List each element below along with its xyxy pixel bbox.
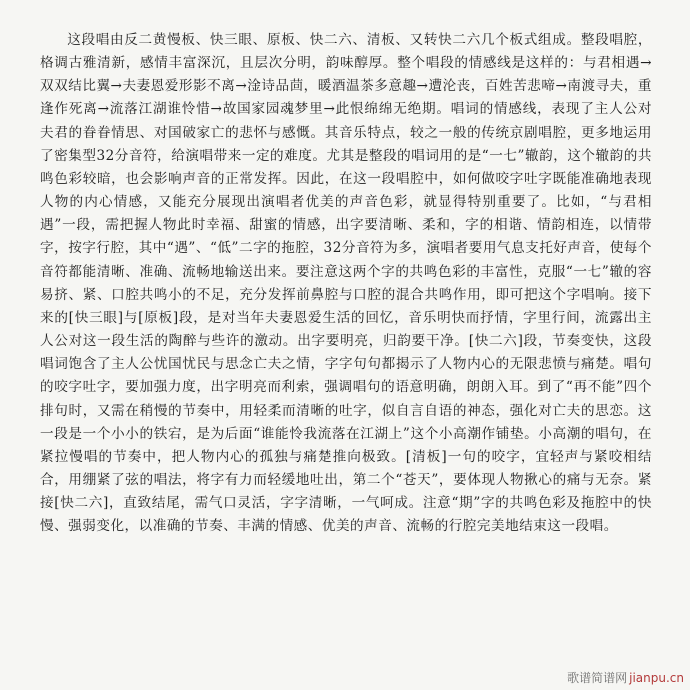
watermark-url: jianpu.cn — [629, 671, 684, 685]
site-watermark — [567, 669, 684, 686]
watermark-site-name: 歌谱简谱网 — [567, 671, 628, 685]
article-body — [40, 29, 652, 538]
article-paragraph: 这段唱由反二黄慢板、快三眼、原板、快二六、清板、又转快二六几个板式组成。整段唱腔，格调古雅清新，感情丰富深沉，且层次分明，韵味醇厚。整个唱段的情感线是这样的：与君相遇→双双结比翼→夫妻恩爱形影不离→淦诗品茴，暖酒温茶多意趣→遭沦丧，百姓苦悲啼→南渡寻夫，重逢作死离→流落江湖谁怜惜→故国家园魂梦里→此恨绵绵无绝期。唱词的情感线，表现了主人公对夫君的眷眷情思、对国破家亡的悲怀与感慨。其音乐特点，较之一般的传统京剧唱腔，更多地运用了密集型32分音符，给演唱带来一定的难度。尤其是整段的唱词用的是“一七”辙韵，这个辙韵的共鸣色彩较暗，也会影响声音的正常发挥。因此，在这一段唱腔中，如何做咬字吐字既能准确地表现人物的内心情感，又能充分展现出演唱者优美的声音色彩，就显得特别重要了。比如，“与君相遇”一段，需把握人物此时幸福、甜蜜的情感，出字要清晰、柔和，字的相谐、情韵相连，以情带字，按字行腔，其中“遇”、“低”二字的拖腔，32分音符为多，演唱者要用气息支托好声音，使每个音符都能清晰、准确、流畅地输送出来。要注意这两个字的共鸣色彩的丰富性，克服“一七”辙的容易挤、紧、口腔共鸣小的不足，充分发挥前鼻腔与口腔的混合共鸣作用，即可把这个字唱响。接下来的[快三眼]与[原板]段，是对当年夫妻恩爱生活的回忆，音乐明快而抒情，字里行间，流露出主人公对这一段生活的陶醉与些许的激动。出字要明亮，归韵要干净。[快二六]段，节奏变快，这段唱词饱含了主人公忧国忧民与思念亡夫之情，字字句句都揭示了人物内心的无限悲愤与痛楚。唱句的咬字吐字，要加强力度，出字明亮而利索，强调唱句的语意明确，朗朗入耳。到了“再不能”四个排句时，又需在稍慢的节奏中，用轻柔而清晰的吐字，似自言自语的神态，强化对亡夫的思恋。这一段是一个小小的铁宕，是为后面“谁能怜我流落在江湖上”这个小高潮作铺垫。小高潮的唱句，在紧拉慢唱的节奏中，把人物内心的孤独与痛楚推向极致。[清板]一句的咬字，宜轻声与紧咬相结合，用绷紧了弦的唱法，将字有力而轻缓地吐出，第二个“苍天”，要体现人物揪心的痛与无奈。紧接[快二六]，直致结尾，需气口灵活，字字清晰，一气呵成。注意“期”字的共鸣色彩及拖腔中的快慢、强弱变化，以准确的节奏、丰满的情感、优美的声音、流畅的行腔完美地结束这一段唱。 — [40, 32, 652, 535]
